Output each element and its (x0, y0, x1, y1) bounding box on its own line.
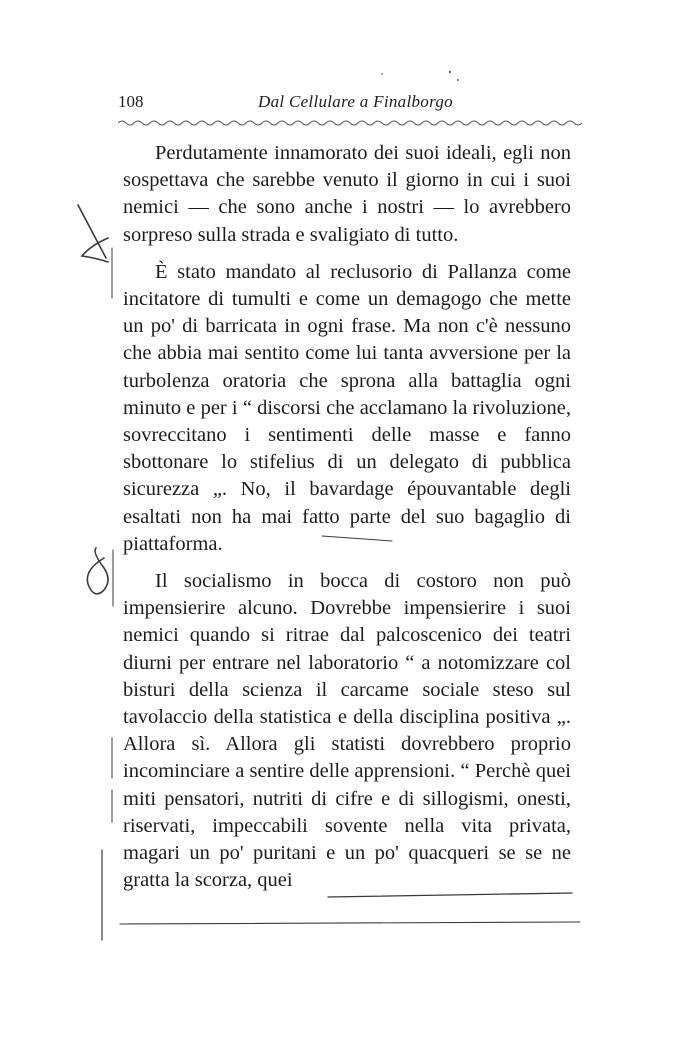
underline-1 (328, 893, 572, 897)
speck-1 (449, 71, 451, 73)
page-number: 108 (118, 92, 144, 111)
paragraph-1: Perdutamente innamorato dei suoi ideali, egli non sospettava che sarebbe venuto il giorno in cui i suoi nemici — che sono anche i nostri — lo avrebbero sorpreso sulla strada e svaligiato di tutto. (123, 142, 571, 246)
speck-3 (381, 73, 383, 75)
cross-mark-1 (78, 205, 106, 258)
paragraph-3: Il socialismo in bocca di costoro non può impensierire alcuno. Dovrebbe impensierire i suoi nemici quando si ritrae dal palcoscenico dei teatri diurni per entrare nel laboratorio “ a notomizzare col bisturi della scienza il carcame sociale steso sul tavolaccio della statistica e della disciplina positiva „. Allora sì. Allora gli statisti dovrebbero proprio incominciare a sentire delle apprensioni. “ Perchè quei miti pensatori, nutriti di cifre e di sillogismi, onesti, riservati, impeccabili sovente nella vita privata, magari un po' puritani e un po' quacqueri se se ne gratta la scorza, quei (123, 570, 571, 892)
underline-3 (322, 536, 392, 541)
paragraph-2: È stato mandato al reclusorio di Pallanza come incitatore di tumulti e come un demagogo che mette un po' di barricata in ogni frase. Ma non c'è nessuno che abbia mai sentito come lui tanta avversione per la turbolenza oratoria che sprona alla battaglia ogni minuto e per i “ discorsi che acclamano la rivoluzione, sovreccitano i sentimenti delle masse e fanno sbottonare lo stifelius di un delegato di pubblica sicurezza „. No, il bavardage épouvantable degli esaltati non ha mai fatto parte del suo bagaglio di piattaforma. (123, 260, 571, 555)
running-title: Dal Cellulare a Finalborgo (258, 92, 453, 111)
eight-mark (87, 548, 108, 594)
speck-2 (457, 79, 459, 81)
cross-mark-1b (82, 238, 108, 262)
underline-2 (120, 922, 580, 924)
